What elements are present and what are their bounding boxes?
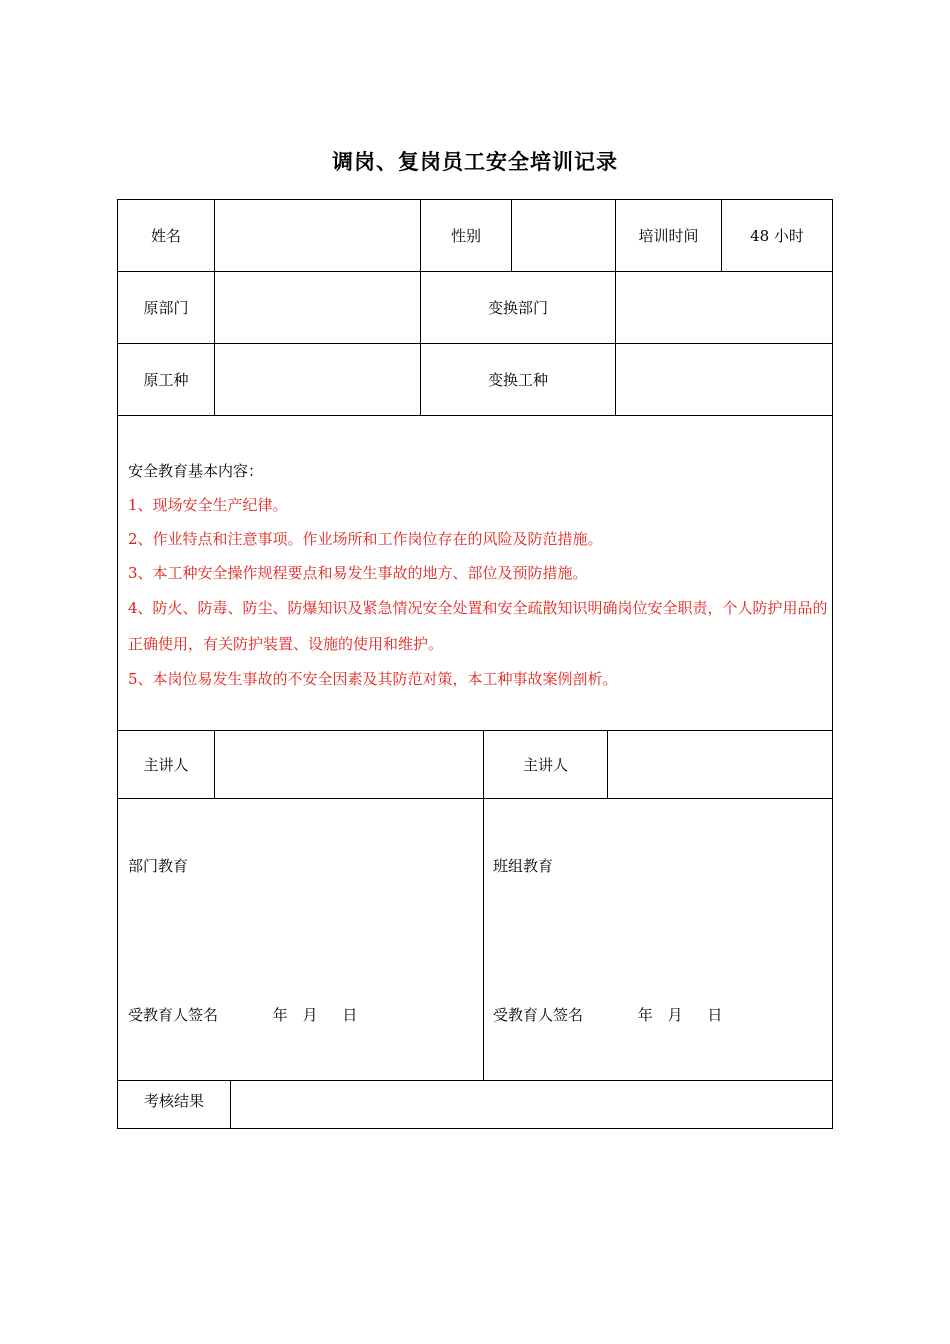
original-department-field[interactable] [215,272,420,343]
month-label: 月 [667,1006,683,1024]
original-job-field[interactable] [215,344,420,415]
content-item: 1、现场安全生产纪律。 [128,496,288,514]
gender-label: 性别 [450,227,481,245]
assessment-field[interactable] [231,1081,832,1128]
content-heading: 安全教育基本内容： [128,462,264,480]
lecturer-field-left[interactable] [215,731,483,798]
new-department-label: 变换部门 [487,299,548,317]
department-signature-line[interactable] [128,1004,357,1025]
team-education-label: 班组教育 [493,857,554,875]
year-label: 年 [637,1006,653,1024]
gender-field[interactable] [512,200,615,271]
new-department-field[interactable] [616,272,832,343]
row-divider [118,798,832,799]
signature-label: 受教育人签名 [493,1006,584,1024]
safety-content-section [118,416,832,730]
team-signature-line[interactable] [493,1004,722,1025]
lecturer-label-right: 主讲人 [522,756,568,774]
content-item: 3、本工种安全操作规程要点和易发生事故的地方、部位及预防措施。 [128,564,588,582]
training-record-form [117,199,833,1129]
content-item: 5、本岗位易发生事故的不安全因素及其防范对策，本工种事故案例剖析。 [128,670,618,688]
month-label: 月 [302,1006,318,1024]
day-label: 日 [707,1006,723,1024]
page-title: 调岗、复岗员工安全培训记录 [332,149,618,174]
lecturer-label-left: 主讲人 [143,756,189,774]
name-label: 姓名 [150,227,181,245]
department-education-label: 部门教育 [128,857,189,875]
signature-label: 受教育人签名 [128,1006,219,1024]
original-job-label: 原工种 [143,371,189,389]
year-label: 年 [272,1006,288,1024]
assessment-label: 考核结果 [143,1091,204,1110]
training-time-value: 48 小时 [750,227,804,245]
name-field[interactable] [215,200,420,271]
new-job-label: 变换工种 [487,371,548,389]
content-item: 2、作业特点和注意事项。作业场所和工作岗位存在的风险及防范措施。 [128,530,603,548]
lecturer-field-right[interactable] [608,731,832,798]
new-job-field[interactable] [616,344,832,415]
day-label: 日 [342,1006,358,1024]
original-department-label: 原部门 [143,299,189,317]
content-item: 4、防火、防毒、防尘、防爆知识及紧急情况安全处置和安全疏散知识明确岗位安全职责，个人防护用品的正确使用，有关防护装置、设施的使用和维护。 [128,599,828,653]
training-time-label: 培训时间 [638,227,699,245]
